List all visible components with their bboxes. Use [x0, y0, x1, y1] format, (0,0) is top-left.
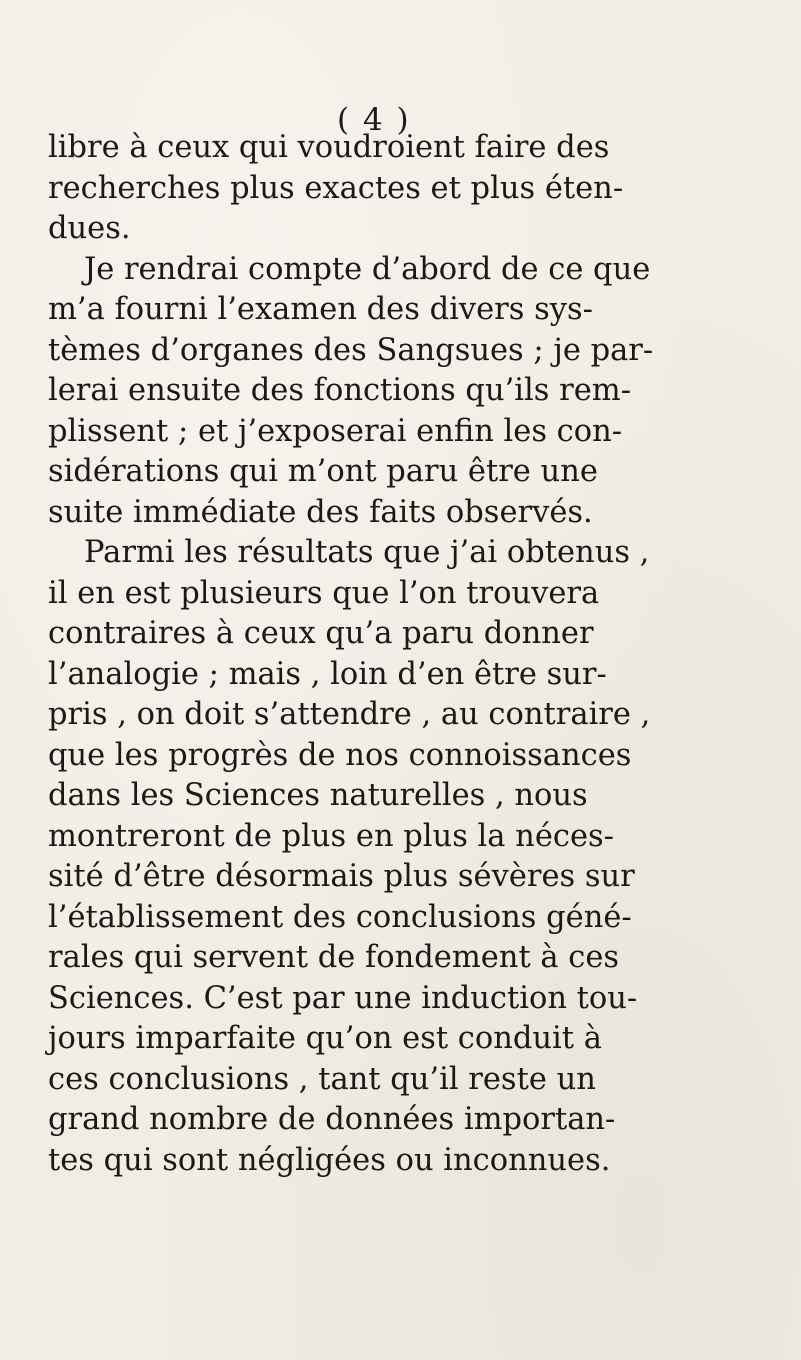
- text-line: libre à ceux qui voudroient faire des: [48, 130, 610, 165]
- text-line: dans les Sciences naturelles , nous: [48, 778, 588, 813]
- text-line: dues.: [48, 211, 131, 246]
- text-line: sidérations qui m’ont paru être une: [48, 454, 598, 489]
- text-line: pris , on doit s’attendre , au contraire ,: [48, 697, 651, 732]
- paragraph-start-line: Je rendrai compte d’abord de ce que: [84, 251, 651, 287]
- text-line: rales qui servent de fondement à ces: [48, 940, 620, 975]
- text-line: grand nombre de données importan-: [48, 1102, 616, 1137]
- page-number: ( 4 ): [337, 102, 411, 138]
- text-line: plissent ; et j’exposerai enfin les con-: [48, 413, 623, 449]
- text-line: m’a fourni l’examen des divers sys-: [48, 292, 593, 327]
- text-line: tèmes d’organes des Sangsues ; je par-: [48, 332, 654, 368]
- text-line: Sciences. C’est par une induction tou-: [48, 980, 638, 1016]
- text-line: ces conclusions , tant qu’il reste un: [48, 1061, 596, 1097]
- text-line: jours imparfaite qu’on est conduit à: [48, 1021, 602, 1056]
- text-line: l’analogie ; mais , loin d’en être sur-: [48, 656, 607, 692]
- text-line: que les progrès de nos connoissances: [48, 737, 632, 773]
- text-line: recherches plus exactes et plus éten-: [48, 170, 624, 206]
- text-line: l’établissement des conclusions géné-: [48, 899, 632, 935]
- text-line: contraires à ceux qu’a paru donner: [48, 616, 594, 651]
- text-line: suite immédiate des faits observés.: [48, 494, 593, 530]
- text-line: tes qui sont négligées ou inconnues.: [48, 1142, 611, 1178]
- text-line: il en est plusieurs que l’on trouvera: [48, 575, 600, 611]
- text-line: lerai ensuite des fonctions qu’ils rem-: [48, 373, 631, 408]
- text-line: sité d’être désormais plus sévères sur: [48, 859, 635, 894]
- paragraph-start-line: Parmi les résultats que j’ai obtenus ,: [84, 535, 650, 570]
- text-line: montreront de plus en plus la néces-: [48, 818, 614, 854]
- body-text: [48, 128, 778, 1181]
